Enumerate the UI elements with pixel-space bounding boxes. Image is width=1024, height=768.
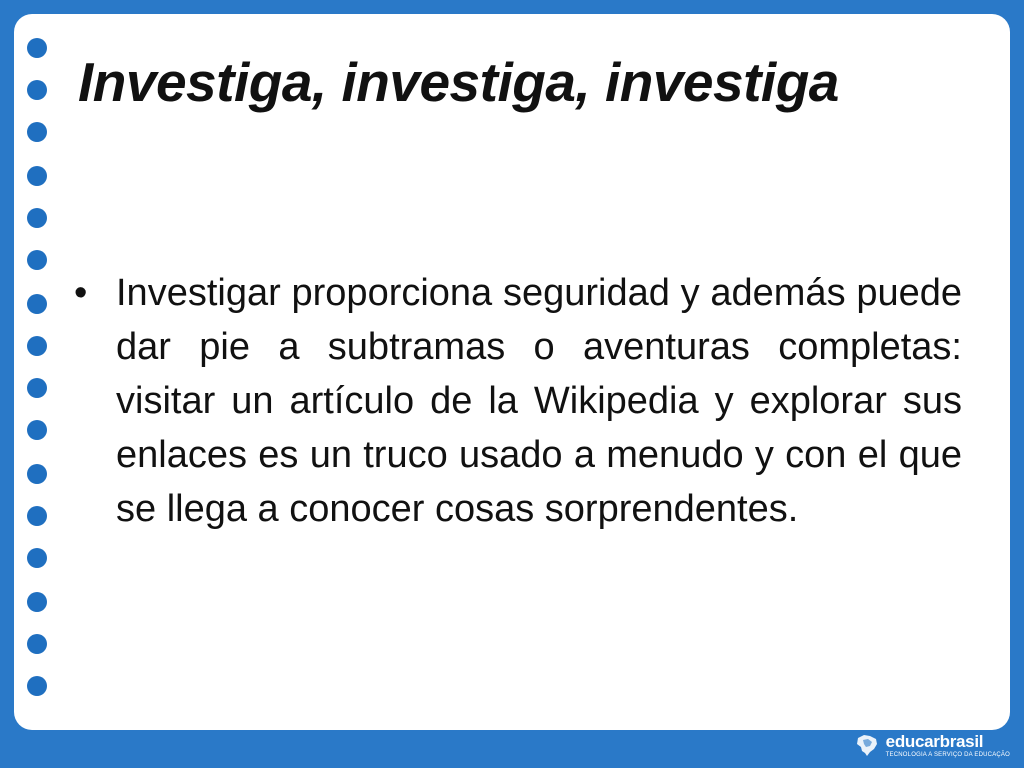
slide-content-area (14, 14, 1010, 730)
decorative-dot (27, 80, 47, 100)
educarbrasil-logo (854, 728, 1010, 762)
logo-tagline: TECNOLOGIA A SERVIÇO DA EDUCAÇÃO (885, 751, 1010, 758)
logo-text (886, 733, 1010, 758)
decorative-dot (27, 166, 47, 186)
logo-name: educarbrasil (885, 731, 984, 751)
bullet-text: Investigar proporciona seguridad y además puede dar pie a subtramas o aventuras completas: visitar un artículo de la Wikipedia y explorar sus enlaces es un truco usado a menudo y con el que se llega a conocer cosas sorprendentes. (116, 272, 962, 530)
decorative-dot (27, 250, 47, 270)
decorative-dot (27, 336, 47, 356)
decorative-dot (27, 38, 47, 58)
decorative-dot (27, 420, 47, 440)
decorative-dot (27, 592, 47, 612)
decorative-dot (27, 294, 47, 314)
decorative-dot (27, 208, 47, 228)
decorative-dot (27, 464, 47, 484)
decorative-dot (27, 378, 47, 398)
decorative-dot (27, 634, 47, 654)
decorative-dot (27, 676, 47, 696)
decorative-dot (27, 548, 47, 568)
decorative-dot (27, 506, 47, 526)
brazil-map-logo-icon (854, 732, 880, 758)
bullet-icon: • (74, 272, 88, 314)
decorative-dot (27, 122, 47, 142)
decorative-dot-column (14, 14, 94, 730)
slide-title: Investiga, investiga, investiga (78, 51, 839, 113)
